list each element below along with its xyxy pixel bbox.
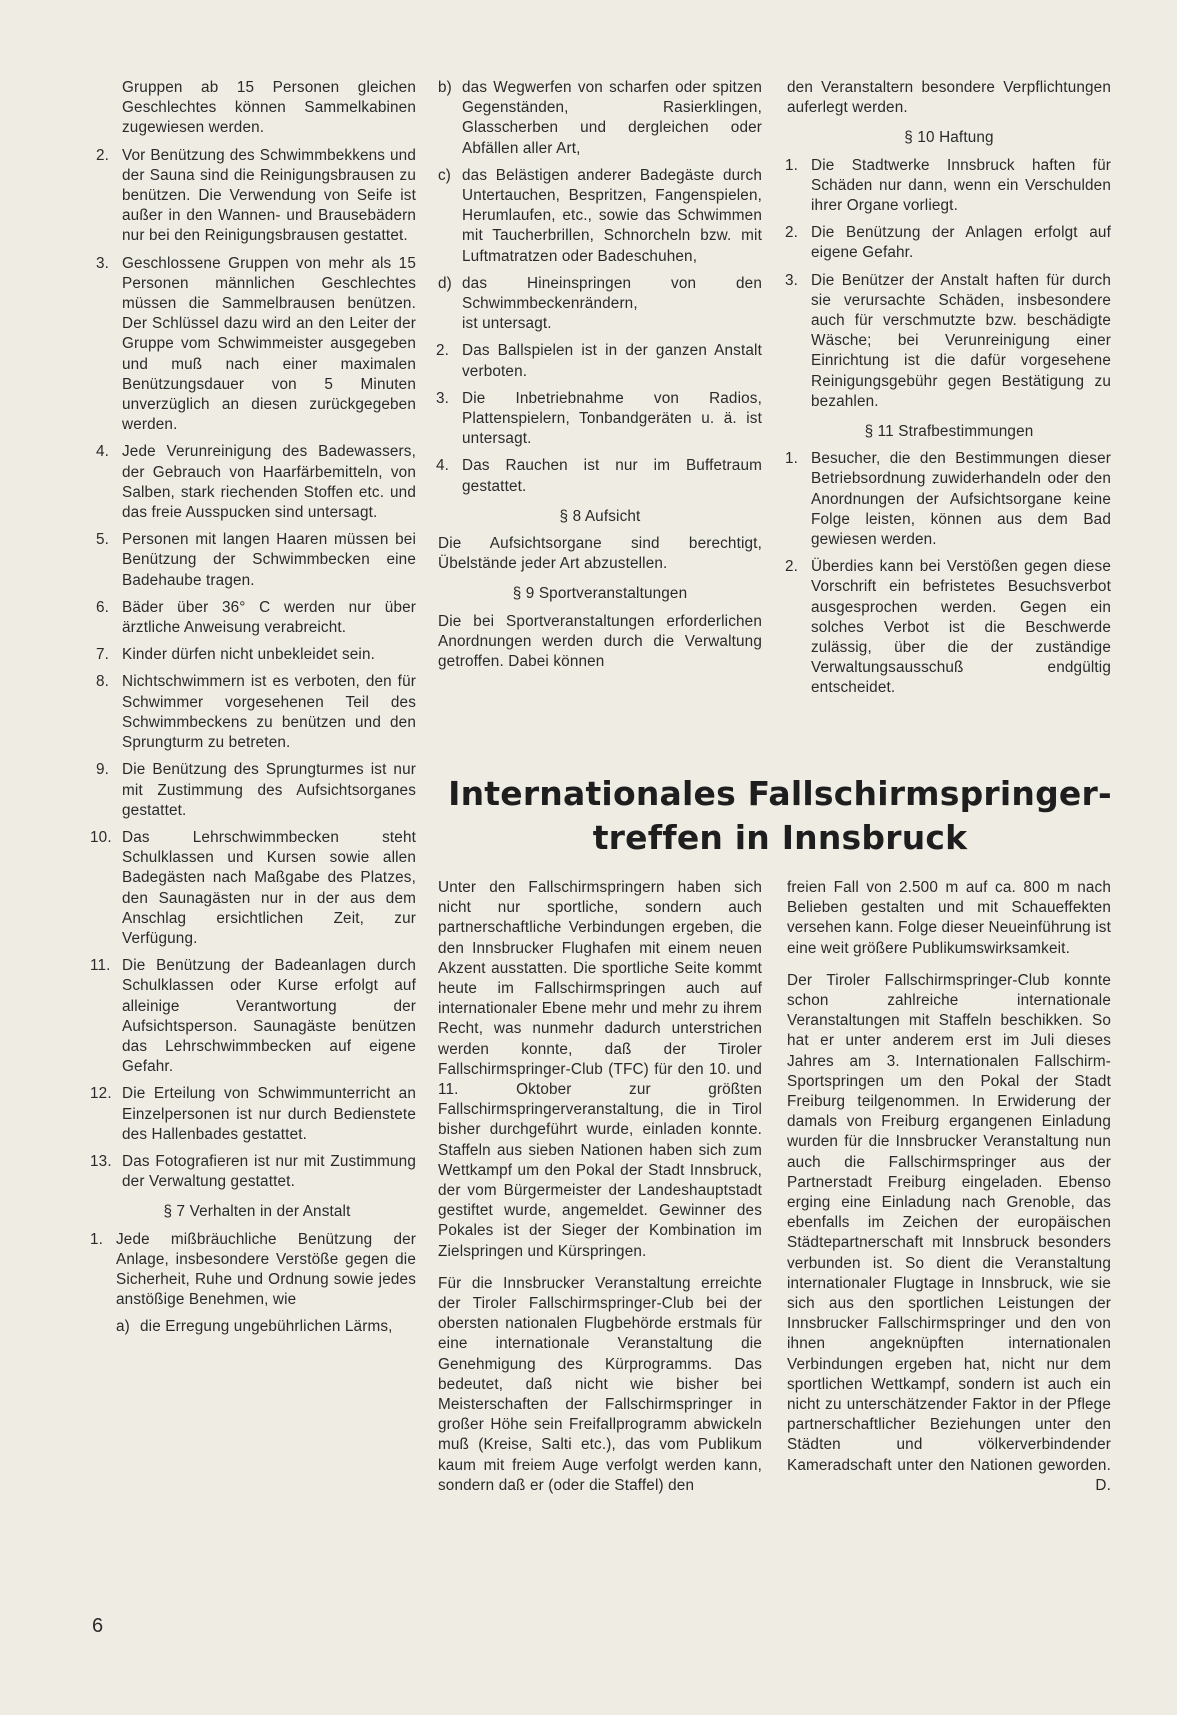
- article-column-left: [438, 878, 762, 1503]
- list-item: [90, 1084, 416, 1145]
- item-text: Jede Verunreinigung des Badewassers, der Gebrauch von Haarfärbemitteln, von Salben, stark riechenden Stoffen etc. und das freie Ausspucken sind untersagt.: [122, 443, 416, 522]
- item-text: Die Benützung des Sprungturmes ist nur mit Zustimmung des Aufsichtsorganes gestattet.: [122, 761, 416, 819]
- item-letter: c): [438, 166, 452, 184]
- sub-end-text: ist untersagt.: [462, 315, 552, 333]
- item-text: Das Ballspielen ist in der ganzen Anstalt verboten.: [462, 342, 762, 380]
- item-number: 10.: [90, 828, 112, 846]
- page-number: 6: [92, 1615, 104, 1637]
- list-item: [98, 146, 416, 247]
- item-text: Die Inbetriebnahme von Radios, Plattenspielern, Tonbandgeräten u. ä. ist untersagt.: [462, 389, 762, 448]
- item-text: Überdies kann bei Verstößen gegen diese Vorschrift ein befristetes Besuchsverbot ausgesprochen werden. Gegen ein solches Verbot ist die Beschwerde zulässig, über die der zuständige Verwaltungsausschuß endgültig entscheidet.: [811, 558, 1111, 697]
- section-11-heading: § 11 Strafbestimmungen: [864, 423, 1034, 441]
- item-text: Die Benützung der Anlagen erfolgt auf eigene Gefahr.: [811, 224, 1111, 262]
- item-text: das Hineinspringen von den Schwimmbeckenrändern,: [462, 274, 762, 313]
- list-item: [90, 828, 416, 949]
- item-text: Geschlossene Gruppen von mehr als 15 Personen männlichen Geschlechtes müssen die Sammelbrausen benützen. Der Schlüssel dazu wird an den Leiter der Gruppe vom Schwimmeister ausgegeben und muß nach einer maximalen Benützungsdauer von 5 Minuten unverzüglich an diesen zurückgegeben werden.: [122, 254, 416, 434]
- item-number: 2.: [436, 342, 450, 360]
- item-number: 4.: [436, 457, 450, 475]
- list-item: [98, 760, 416, 821]
- item-number: 13.: [90, 1152, 112, 1170]
- item-number: 5.: [96, 531, 110, 549]
- item-number: 1.: [90, 1230, 104, 1248]
- sub-item: [438, 274, 762, 314]
- item-text: Die Erteilung von Schwimmunterricht an Einzelpersonen ist nur durch Bedienstete des Hallenbades gestattet.: [122, 1085, 416, 1143]
- item-text: Personen mit langen Haaren müssen bei Benützung der Schwimmbecken eine Badehaube tragen.: [122, 531, 416, 589]
- list-item: [787, 449, 1111, 550]
- item-number: 9.: [96, 761, 110, 779]
- list-item: [90, 956, 416, 1077]
- item-text: Die Benützer der Anstalt haften für durch sie verursachte Schäden, insbesondere auch für verschmutzte bzw. beschädigte Wäsche; bei Verunreinigung einer Einrichtung ist die dafür vorgesehene Reinigungsgebühr gegen Bestätigung zu bezahlen.: [811, 271, 1111, 410]
- list-item: [98, 598, 416, 638]
- list-item: [438, 456, 762, 496]
- item-text: Das Lehrschwimmbecken steht Schulklassen und Kursen sowie allen Badegästen nach Maßgabe des Platzes, den Saunagästen nur in der aus dem Anschlag ersichtlichen Zeit, zur Verfügung.: [122, 828, 416, 947]
- list-item: [787, 557, 1111, 698]
- section-10-heading: § 10 Haftung: [904, 129, 994, 147]
- item-number: 2.: [96, 146, 110, 164]
- item-text: das Belästigen anderer Badegäste durch Untertauchen, Bespritzen, Fangenspielen, Herumlaufen, etc., sowie das Schwimmen mit Taucherbrillen, Schnorcheln bzw. mit Luftmatratzen oder Badeschuhen,: [462, 166, 762, 265]
- item-text: Besucher, die den Bestimmungen dieser Betriebsordnung zuwiderhandeln oder den Anordnungen der Aufsichtsorgane keine Folge leisten, können aus dem Bad gewiesen werden.: [811, 450, 1111, 549]
- section-8-heading: § 8 Aufsicht: [559, 507, 641, 525]
- list-item: [98, 645, 416, 665]
- item-text: Kinder dürfen nicht unbekleidet sein.: [122, 646, 376, 664]
- item-text: Jede mißbräuchliche Benützung der Anlage, insbesondere Verstöße gegen die Sicherheit, Ruhe und Ordnung sowie jedes anstößige Benehmen, wie: [116, 1230, 416, 1309]
- item-text: Die Stadtwerke Innsbruck haften für Schäden nur dann, wenn ein Verschulden ihrer Organe vorliegt.: [811, 156, 1111, 215]
- list-item: [438, 341, 762, 381]
- col3-intro: den Veranstaltern besondere Verpflichtungen auferlegt werden.: [787, 79, 1111, 117]
- item-number: 3.: [785, 271, 799, 289]
- item-text: das Wegwerfen von scharfen oder spitzen Gegenständen, Rasierklingen, Glasscherben und dergleichen oder Abfällen aller Art,: [462, 79, 762, 157]
- item-letter: a): [116, 1318, 130, 1336]
- list-item: [98, 672, 416, 753]
- sub-item: [116, 1317, 416, 1337]
- item-number: 6.: [96, 598, 110, 616]
- section-9-text: Die bei Sportveranstaltungen erforderlichen Anordnungen werden durch die Verwaltung getroffen. Dabei können: [438, 612, 762, 671]
- article-paragraph-final: [787, 971, 1111, 1496]
- column-2: [438, 78, 762, 679]
- col1-intro: Gruppen ab 15 Personen gleichen Geschlechtes können Sammelkabinen zugewiesen werden.: [122, 79, 416, 137]
- item-text: Bäder über 36° C werden nur über ärztliche Anweisung verabreicht.: [122, 598, 416, 637]
- item-number: 1.: [785, 450, 799, 468]
- item-text: Das Rauchen ist nur im Buffetraum gestattet.: [462, 457, 762, 495]
- column-3: [787, 78, 1111, 706]
- item-text: Die Benützung der Badeanlagen durch Schulklassen oder Kurse erfolgt auf alleinige Verantwortung der Aufsichtsperson. Saunagäste benützen das Lehrschwimmbecken auf eigene Gefahr.: [122, 957, 416, 1076]
- list-item: [787, 223, 1111, 263]
- column-1: [90, 78, 416, 1345]
- list-item: [98, 530, 416, 591]
- article-paragraph: Der Tiroler Fallschirmspringer-Club konnte schon zahlreiche internationale Veranstaltungen mit Staffeln beschikken. So hat er unter anderem erst im Juli dieses Jahres am 3. Internationalen Fallschirm-Sportspringen um den Pokal der Stadt Freiburg teilgenommen. In Erwiderung der damals von Freiburg ergangenen Einladung wurden für die Innsbrucker Veranstaltung nun auch die Fallschirmspringer aus der Partnerstadt Freiburg eingeladen. Ebenso erging eine Einladung nach Grenoble, das ebenfalls im Zeichen der europäischen Städtepartnerschaft mit Innsbruck besonders verbunden ist. So dient die Veranstaltung internationaler Flugtage in Innsbruck, wie sie sich aus den sportlichen Leistungen der Innsbrucker Fallschirmspringer und den von ihnen angeknüpften internationalen Verbindungen ergeben hat, nicht nur dem sportlichen Wettkampf, sondern ist auch ein nicht zu unterschätzender Faktor in der Pflege partnerschaftlicher Beziehungen unter den Städten und völkerverbindender Kameradschaft unter den Nationen geworden.: [787, 971, 1111, 1474]
- item-text: die Erregung ungebührlichen Lärms,: [140, 1318, 393, 1336]
- article-paragraph: Für die Innsbrucker Veranstaltung erreichte der Tiroler Fallschirmspringer-Club bei der obersten nationalen Flugbehörde erstmals für eine internationale Veranstaltung die Genehmigung des Kürprogramms. Das bedeutet, daß nicht wie bisher bei Meisterschaften der Fallschirmspringer in großer Höhe sein Freifallprogramm abwickeln muß (Kreise, Salti etc.), das vom Publikum kaum mit freiem Auge verfolgt werden kann, sondern daß er (oder die Staffel) den: [438, 1274, 762, 1494]
- sub-item: [438, 78, 762, 159]
- sub-item: [438, 166, 762, 267]
- article-headline: [440, 772, 1120, 860]
- item-number: 2.: [785, 224, 799, 242]
- item-number: 3.: [96, 254, 110, 272]
- item-letter: d): [438, 274, 452, 292]
- list-item: [438, 389, 762, 450]
- list-item: [90, 1230, 416, 1311]
- item-number: 3.: [436, 389, 450, 407]
- section-8-text: Die Aufsichtsorgane sind berechtigt, Übelstände jeder Art abzustellen.: [438, 535, 762, 573]
- col1-items: [90, 146, 416, 1193]
- item-text: Nichtschwimmern ist es verboten, den für Schwimmer vorgesehenen Teil des Schwimmbeckens zu benützen und den Sprungturm zu betreten.: [122, 673, 416, 752]
- item-text: Vor Benützung des Schwimmbekkens und der Sauna sind die Reinigungsbrausen zu benützen. Die Verwendung von Seife ist außer in den Wannen- und Brausebädern nur bei den Reinigungsbrausen gestattet.: [122, 146, 416, 245]
- item-letter: b): [438, 79, 452, 96]
- article-paragraph: freien Fall von 2.500 m auf ca. 800 m nach Belieben gestalten und mit Schaueffekten versehen kann. Folge dieser Neueinführung ist eine weit größere Publikumswirksamkeit.: [787, 879, 1111, 957]
- item-number: 1.: [785, 156, 799, 174]
- section-9-heading: § 9 Sportveranstaltungen: [512, 585, 688, 603]
- item-number: 7.: [96, 646, 110, 664]
- item-number: 11.: [90, 957, 111, 975]
- headline-line-1: Internationales Fallschirmspringer-: [448, 774, 1112, 813]
- list-item: [98, 442, 416, 523]
- list-item: [787, 156, 1111, 217]
- item-number: 12.: [90, 1085, 112, 1103]
- article-paragraph: Unter den Fallschirmspringern haben sich nicht nur sportliche, sondern auch partnerschaftliche Verbindungen ergeben, die den Innsbrucker Flughafen mit einem neuen Akzent ausstatten. Die sportliche Seite kommt heute im Fallschirmspringen auch auf internationaler Ebene mehr und mehr zu ihrem Recht, was nunmehr dadurch unterstrichen werden konnte, daß der Tiroler Fallschirmspringer-Club (TFC) für den 10. und 11. Oktober zur größten Fallschirmspringerveranstaltung, die in Tirol bisher durchgeführt wurde, einladen konnte. Staffeln aus sieben Nationen haben sich zum Wettkampf um den Pokal der Stadt Innsbruck, der vom Bürgermeister der Landeshauptstadt gestiftet wurde, angemeldet. Gewinner des Pokales ist der Sieger der Kombination im Zielspringen und Kürspringen.: [438, 879, 762, 1260]
- item-number: 4.: [96, 443, 110, 461]
- item-number: 2.: [785, 558, 799, 576]
- section-7-heading: § 7 Verhalten in der Anstalt: [163, 1203, 351, 1221]
- list-item: [787, 271, 1111, 412]
- author-signature: D.: [1095, 1476, 1111, 1494]
- item-number: 8.: [96, 673, 110, 691]
- item-text: Das Fotografieren ist nur mit Zustimmung der Verwaltung gestattet.: [122, 1152, 416, 1191]
- headline-line-2: treffen in Innsbruck: [592, 818, 968, 857]
- list-item: [90, 1152, 416, 1192]
- article-column-right: [787, 878, 1111, 1503]
- list-item: [98, 254, 416, 436]
